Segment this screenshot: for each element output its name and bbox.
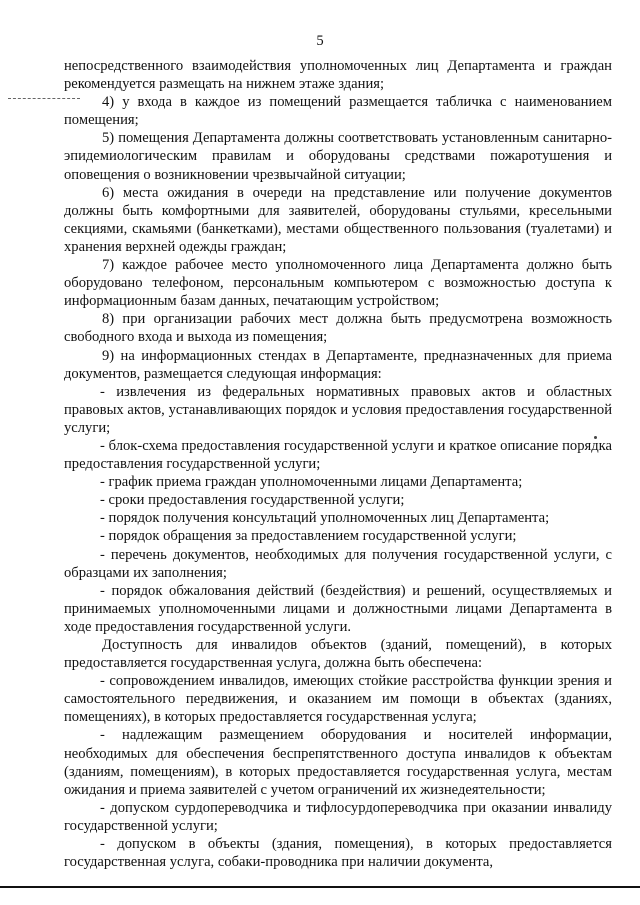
paragraph: - извлечения из федеральных нормативных правовых актов и областных правовых актов, устанавливающих порядок и условия предоставления государственной услуги; <box>64 383 612 436</box>
paragraph: - сроки предоставления государственной услуги; <box>100 492 405 509</box>
paragraph: - допуском сурдопереводчика и тифлосурдопереводчика при оказании инвалиду государственной услуги; <box>64 799 612 834</box>
paragraph: 8) при организации рабочих мест должна быть предусмотрена возможность свободного входа и выхода из помещения; <box>64 311 612 346</box>
paragraph: - график приема граждан уполномоченными лицами Департамента; <box>100 474 523 491</box>
paragraph: 6) места ожидания в очереди на представление или получение документов должны быть комфортными для заявителей, оборудованы стульями, кресельными секциями, скамьями (банкетками), местами общественного пользования (туалетами) и хранения верхней одежды граждан; <box>64 184 612 255</box>
paragraph: - перечень документов, необходимых для получения государственной услуги, с образцами их заполнения; <box>64 546 612 581</box>
paragraph: - допуском в объекты (здания, помещения), в которых предоставляется государственная услуга, собаки-проводника при наличии документа, <box>64 836 612 871</box>
paragraph: - надлежащим размещением оборудования и носителей информации, необходимых для обеспечения беспрепятственного доступа инвалидов к объектам (зданиям, помещениям), в которых предоставляется государственная услуга, местам ожидания и приема заявителей с учетом ограничений их жизнедеятельности; <box>64 727 612 798</box>
paragraph: - сопровождением инвалидов, имеющих стойкие расстройства функции зрения и самостоятельного передвижения, и оказанием им помощи в объектах (зданиях, помещениях), в которых предоставляется государственная услуга; <box>64 673 612 726</box>
paragraph: 7) каждое рабочее место уполномоченного лица Департамента должно быть оборудовано телефоном, персональным компьютером с возможностью доступа к информационным базам данных, печатающим устройством; <box>64 257 612 310</box>
paragraph: Доступность для инвалидов объектов (зданий, помещений), в которых предоставляется государственная услуга, должна быть обеспечена: <box>64 637 612 672</box>
paragraph: - блок-схема предоставления государственной услуги и краткое описание порядка предоставления государственной услуги; <box>64 437 612 473</box>
paragraph: 9) на информационных стендах в Департаменте, предназначенных для приема документов, размещается следующая информация: <box>64 347 612 382</box>
paragraph: 4) у входа в каждое из помещений размещается табличка с наименованием помещения; <box>64 94 612 129</box>
paragraph: - порядок получения консультаций уполномоченных лиц Департамента; <box>100 510 550 527</box>
scan-bottom-edge <box>0 886 640 888</box>
paragraph: - порядок обращения за предоставлением государственной услуги; <box>100 528 517 545</box>
paragraph: - порядок обжалования действий (бездействия) и решений, осуществляемых и принимаемых уполномоченными лицами и должностными лицами Департамента в ходе предоставления государственной услуги. <box>64 582 612 635</box>
document-body <box>64 57 612 871</box>
paragraph: непосредственного взаимодействия уполномоченных лиц Департамента и граждан рекомендуется размещать на нижнем этаже здания; <box>64 58 612 93</box>
page-number: 5 <box>316 33 324 49</box>
paragraph: 5) помещения Департамента должны соответствовать установленным санитарно-эпидемиологическим правилам и оборудованы средствами пожаротушения и оповещения о возникновении чрезвычайной ситуации; <box>64 130 612 183</box>
